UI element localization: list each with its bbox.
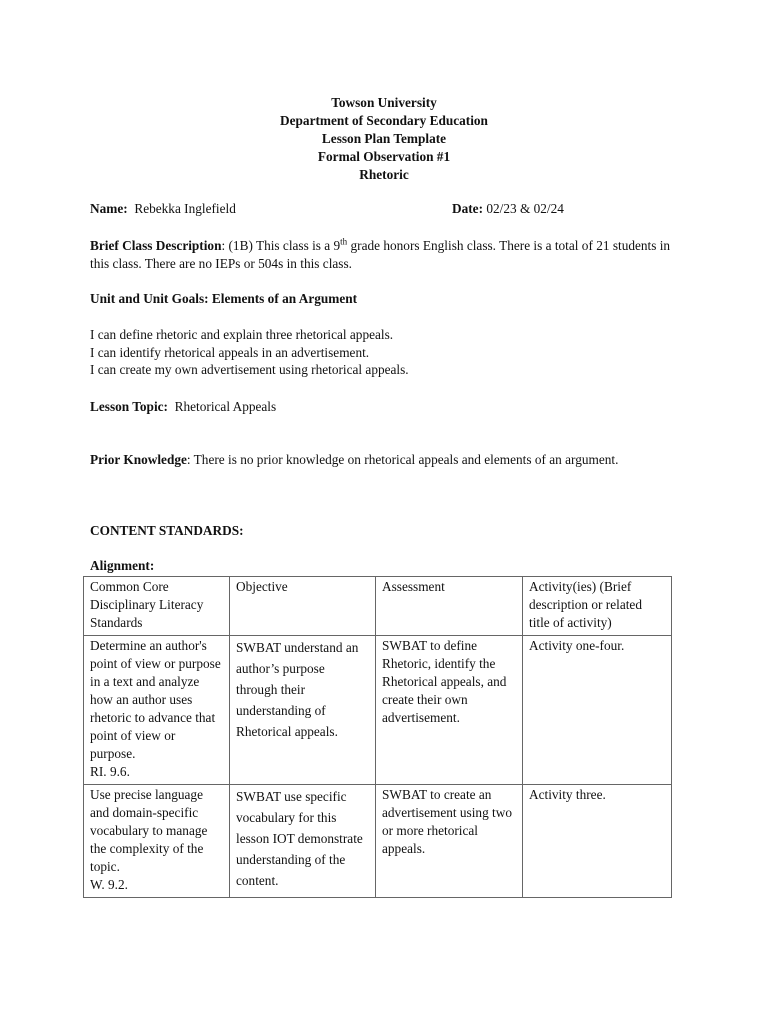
column-header-standards: Common Core Disciplinary Literacy Standards — [84, 577, 230, 636]
objective-cell: SWBAT understand an author’s purpose through their understanding of Rhetorical appeals. — [230, 636, 376, 785]
prior-knowledge — [90, 451, 690, 469]
alignment-heading — [90, 557, 690, 575]
table-header-row — [84, 577, 672, 636]
lesson-topic — [90, 398, 690, 416]
table-row — [84, 785, 672, 898]
name-value: Rebekka Inglefield — [134, 201, 236, 216]
university-title: Towson University — [331, 95, 437, 110]
content-standards-heading — [90, 522, 690, 540]
column-header-objective: Objective — [230, 577, 376, 636]
class-description-text-end: grade honors English class. There is a total of 21 students in this class. There are no IEPs or 504s in this class. — [90, 238, 671, 271]
standard-cell — [84, 636, 230, 785]
assessment-cell: SWBAT to create an advertisement using two or more rhetorical appeals. — [376, 785, 523, 898]
observation-title: Formal Observation #1 — [317, 149, 451, 164]
name-date-row — [90, 200, 690, 218]
standard-text: Determine an author's point of view or purpose in a text and analyze how an author uses rhetoric to advance that point of view or purpose. — [90, 638, 221, 761]
unit-goals-label: Unit and Unit Goals: Elements of an Argument — [90, 291, 358, 306]
content-standards-label: CONTENT STANDARDS: — [90, 523, 244, 538]
department-title: Department of Secondary Education — [280, 113, 488, 128]
class-description — [90, 237, 690, 272]
alignment-table — [83, 576, 672, 898]
grade-superscript: th — [340, 236, 348, 247]
goals-list — [90, 326, 690, 379]
table-row — [84, 636, 672, 785]
date-field — [452, 200, 564, 218]
subject-title: Rhetoric — [359, 167, 409, 182]
activity-cell: Activity one-four. — [523, 636, 672, 785]
alignment-label: Alignment: — [90, 558, 155, 573]
goal-item: I can define rhetoric and explain three rhetorical appeals. — [90, 327, 394, 342]
date-value: 02/23 & 02/24 — [486, 201, 564, 216]
prior-knowledge-label: Prior Knowledge — [90, 452, 187, 467]
goal-item: I can create my own advertisement using rhetorical appeals. — [90, 362, 409, 377]
class-description-label: Brief Class Description — [90, 238, 222, 253]
name-field — [90, 201, 236, 216]
lesson-topic-value: Rhetorical Appeals — [174, 399, 277, 414]
standard-cell — [84, 785, 230, 898]
lesson-topic-label: Lesson Topic: — [90, 399, 168, 414]
column-header-assessment: Assessment — [376, 577, 523, 636]
activity-cell: Activity three. — [523, 785, 672, 898]
class-description-text-start: : (1B) This class is a 9 — [221, 238, 341, 253]
template-title: Lesson Plan Template — [321, 131, 447, 146]
standard-code: W. 9.2. — [90, 877, 128, 892]
goal-item: I can identify rhetorical appeals in an advertisement. — [90, 344, 370, 360]
prior-knowledge-text: : There is no prior knowledge on rhetorical appeals and elements of an argument. — [186, 452, 619, 467]
column-header-activities: Activity(ies) (Brief description or related title of activity) — [523, 577, 672, 636]
standard-code: RI. 9.6. — [90, 764, 130, 779]
date-label: Date: — [452, 201, 484, 216]
objective-cell: SWBAT use specific vocabulary for this lesson IOT demonstrate understanding of the content. — [230, 785, 376, 898]
standard-text: Use precise language and domain-specific vocabulary to manage the complexity of the topic. — [90, 787, 208, 874]
document-header — [0, 94, 768, 184]
unit-goals-heading — [90, 290, 690, 308]
name-label: Name: — [90, 201, 128, 216]
assessment-cell: SWBAT to define Rhetoric, identify the Rhetorical appeals, and create their own advertisement. — [376, 636, 523, 785]
